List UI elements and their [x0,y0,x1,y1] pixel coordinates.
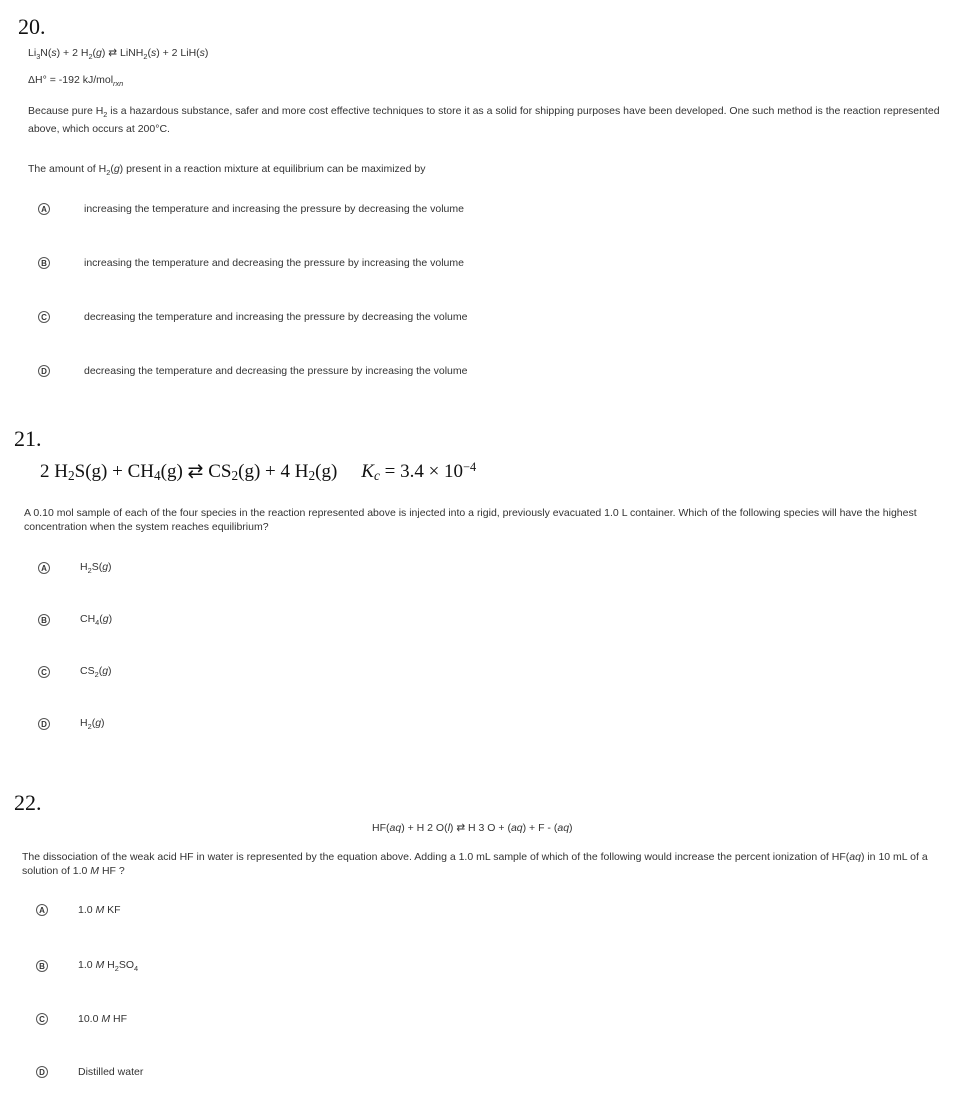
q22-option-d[interactable] [36,1064,143,1080]
question-20-number: 20. [18,14,46,39]
q21-option-a[interactable] [38,560,112,576]
option-text: $H_2(g)$ [80,717,105,731]
option-text: 10.0 M HF [78,1013,128,1025]
option-text: 1.0 M KF [78,904,121,916]
option-text: $CH_4(g)$ [80,613,113,627]
option-letter-a: A [36,904,48,916]
option-text: $CS_2(g)$ [80,665,112,679]
option-text: increasing the temperature and decreasing the pressure by increasing the volume [84,257,464,269]
q20-option-a[interactable] [38,201,464,217]
q21-option-c[interactable] [38,664,112,680]
q21-equation: 2 $H_2S(g) + CH_4(g)$ ⇄ $CS_2(g) + 4$ $H_2(g) K_c = 3.4 \times 10^{-4}$ [40,460,477,483]
option-text: decreasing the temperature and increasing the pressure by decreasing the volume [84,311,468,323]
q22-option-a[interactable] [36,902,121,918]
option-letter-c: C [36,1013,48,1025]
q21-option-d[interactable] [38,716,105,732]
option-letter-c: C [38,666,50,678]
option-letter-b: B [36,960,48,972]
q21-option-b[interactable] [38,612,112,628]
option-letter-b: B [38,614,50,626]
option-letter-d: D [38,365,50,377]
option-text: increasing the temperature and increasing the pressure by decreasing the volume [84,203,464,215]
option-letter-d: D [38,718,50,730]
q21-stem: A 0.10 mol sample of each of the four species in the reaction represented above is injected into a rigid, previously evacuated 1.0 L container. Which of the following species will have the highest concentration when the system reaches equilibrium? [24,507,917,533]
option-letter-b: B [38,257,50,269]
q20-option-b[interactable] [38,255,464,271]
q20-option-c[interactable] [38,309,467,325]
option-text: 1.0 M $H_2SO_4$ [78,959,139,973]
option-text: $H_2S(g)$ [80,561,112,575]
option-letter-a: A [38,562,50,574]
q22-option-c[interactable] [36,1011,127,1027]
option-text: decreasing the temperature and decreasing the pressure by increasing the volume [84,365,468,377]
question-22-number: 22. [14,790,42,815]
option-text: Distilled water [78,1066,144,1078]
q22-stem: The dissociation of the weak acid HF in water is represented by the equation above. Adding a 1.0 mL sample of which of the following would increase the percent ionization of HF(aq) in 10 mL of a solution of 1.0 M HF ? [22,851,928,877]
q20-equation: $Li_3N(s) + 2$ $H_2(g)$ ⇄ LiNH$_2$(s) + 2 LiH(s) [28,47,209,61]
option-letter-a: A [38,203,50,215]
q20-question: The amount of $H_2(g)$ present in a reaction mixture at equilibrium can be maximized by [28,163,426,177]
q20-stem: Because pure $H_2$ is a hazardous substance, safer and more cost effective techniques to store it as a solid for shipping purposes have been developed. One such method is the reaction represented above, which occurs at 200°C. [28,105,940,135]
q22-equation: HF(aq) + H 2 O(l) ⇄ H 3 O + (aq) + F - (aq) [372,822,573,834]
q22-option-b[interactable] [36,958,138,974]
q20-enthalpy: ΔH° = -192 kJ/mol$_{rxn}$ [28,74,124,88]
question-21-number: 21. [14,426,42,451]
option-letter-c: C [38,311,50,323]
q20-option-d[interactable] [38,363,467,379]
option-letter-d: D [36,1066,48,1078]
